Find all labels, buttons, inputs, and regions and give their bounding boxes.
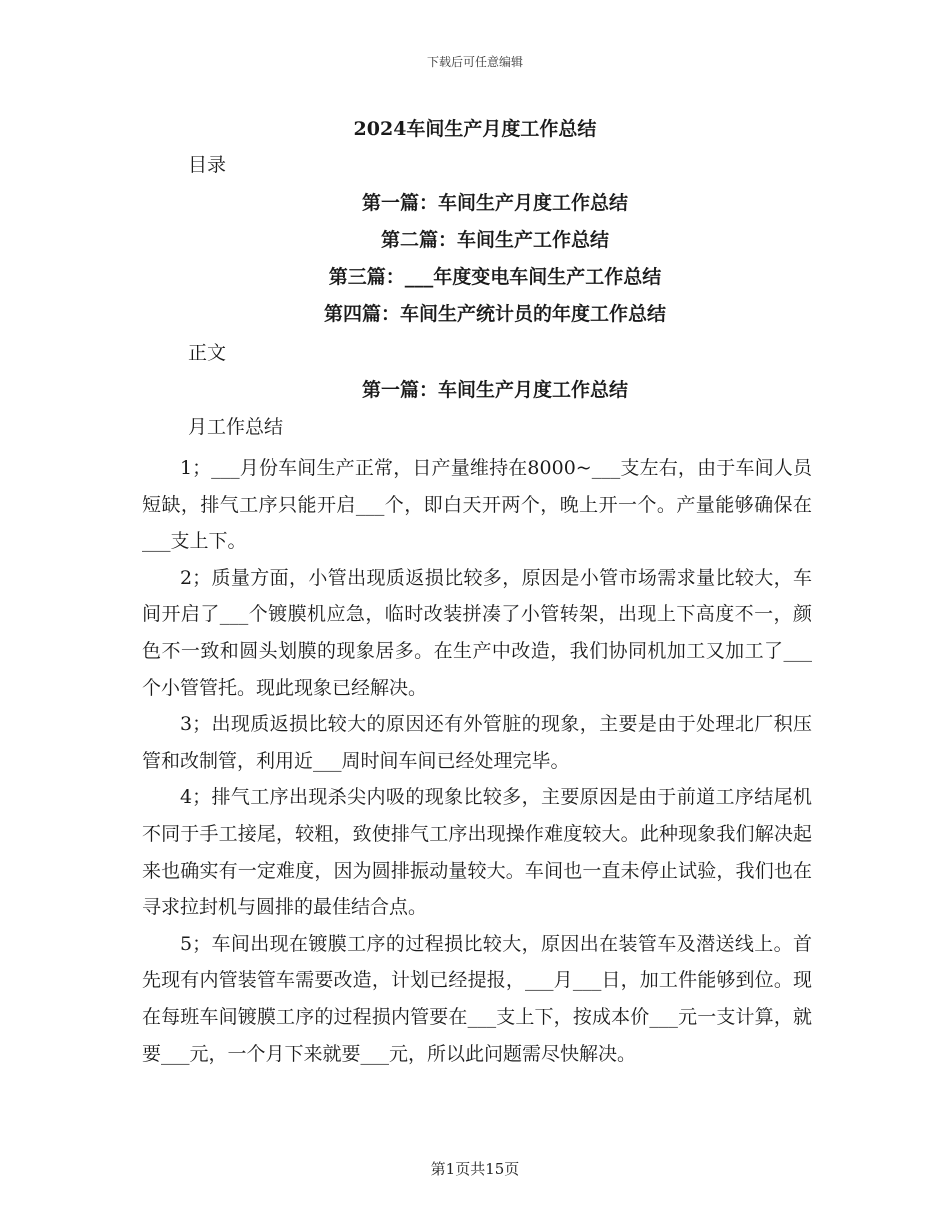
document-title: 2024车间生产月度工作总结 <box>353 118 597 140</box>
paragraph: 1；___月份车间生产正常，日产量维持在8000~___支左右，由于车间人员短缺，排气工序只能开启___个，即白天开两个，晚上开一个。产量能够确保在___支上下。 <box>142 457 812 553</box>
header-note: 下载后可任意编辑 <box>426 55 523 69</box>
toc-item-1: 第一篇：车间生产月度工作总结 <box>361 192 628 214</box>
paragraph: 3；出现质返损比较大的原因还有外管脏的现象，主要是由于处理北厂积压管和改制管，利用近___周时间车间已经处理完毕。 <box>142 713 812 772</box>
toc-item-3: 第三篇：___年度变电车间生产工作总结 <box>328 266 662 288</box>
toc-item-2: 第二篇：车间生产工作总结 <box>380 229 609 251</box>
body-label: 正文 <box>188 342 227 364</box>
toc-label: 目录 <box>188 154 227 176</box>
paragraph: 4；排气工序出现杀尖内吸的现象比较多，主要原因是由于前道工序结尾机不同于手工接尾，较粗，致使排气工序出现操作难度较大。此种现象我们解决起来也确实有一定难度，因为圆排振动量较大。车间也一直未停止试验，我们也在寻求拉封机与圆排的最佳结合点。 <box>142 786 812 919</box>
paragraph: 5；车间出现在镀膜工序的过程损比较大，原因出在装管车及潜送线上。首先现有内管装管车需要改造，计划已经提报，___月___日，加工件能够到位。现在每班车间镀膜工序的过程损内管要在___支上下，按成本价___元一支计算，就要___元，一个月下来就要___元，所以此问题需尽快解决。 <box>142 932 812 1065</box>
paragraph: 2；质量方面，小管出现质返损比较多，原因是小管市场需求量比较大，车间开启了___个镀膜机应急，临时改装拼凑了小管转架，出现上下高度不一，颜色不一致和圆头划膜的现象居多。在生产中改造，我们协同机加工又加工了___个小管管托。现此现象已经解决。 <box>142 566 812 699</box>
section-heading: 第一篇：车间生产月度工作总结 <box>361 379 628 401</box>
body-text <box>142 450 812 1072</box>
subheading: 月工作总结 <box>188 416 284 438</box>
toc-item-4: 第四篇：车间生产统计员的年度工作总结 <box>323 303 666 325</box>
page-footer: 第1页共15页 <box>430 1160 520 1178</box>
